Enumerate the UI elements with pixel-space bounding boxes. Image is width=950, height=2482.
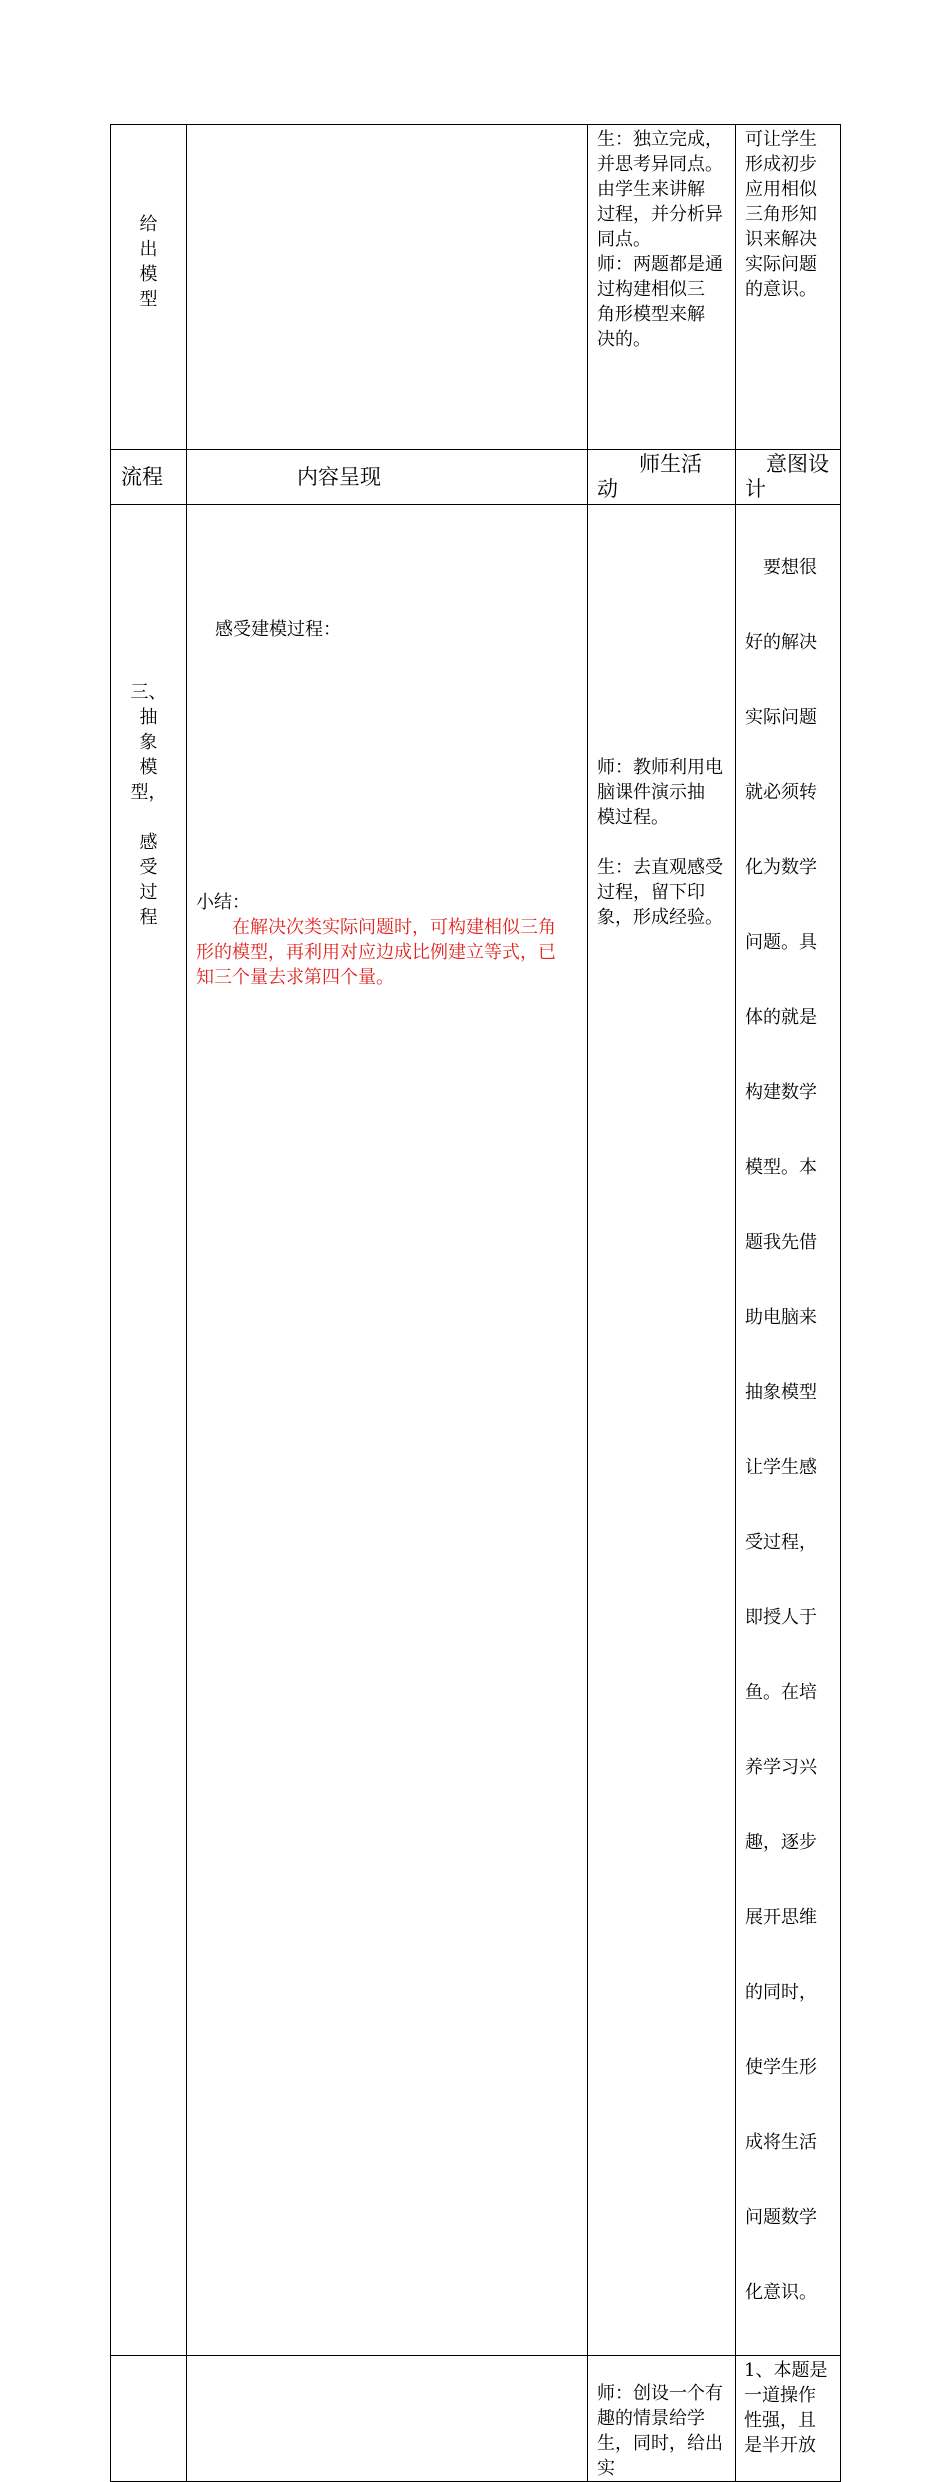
content-intro: 感受建模过程： [215,619,341,640]
stage-char: 型， [130,782,167,803]
intent-line: 的意识。 [745,279,817,300]
intent-line: 体的就是 [745,1007,817,1028]
summary-label: 小结： [196,892,250,913]
activity-line: 决的。 [597,329,651,350]
summary-line: 在解决次类实际问题时，可构建相似三角 [232,917,556,938]
header-process: 流程 [111,450,187,505]
stage-char: 型 [139,289,158,310]
stage-char: 受 [139,857,158,878]
header-row [111,450,841,505]
stage-char: 程 [139,907,158,928]
intent-line: 要想很 [745,557,817,578]
activity-line: 生：独立完成， [597,129,723,150]
intent-line: 性强，且 [744,2410,816,2431]
activity-cell [588,2356,736,2482]
activity-line: 生：去直观感受 [597,857,723,878]
intent-line: 的同时， [745,1982,817,2003]
intent-line: 是半开放 [744,2435,816,2456]
intent-line: 鱼。在培 [745,1682,817,1703]
stage-cell [111,505,187,2356]
intent-line: 成将生活 [745,2132,817,2153]
table-row [111,2356,841,2482]
intent-line: 抽象模型 [745,1382,817,1403]
activity-line: 生，同时，给出实 [597,2433,723,2479]
table-row [111,505,841,2356]
intent-line: 题我先借 [745,1232,817,1253]
summary-text [187,915,587,990]
activity-line: 脑课件演示抽 [597,782,705,803]
activity-line: 并思考异同点。 [597,154,723,175]
table-row [111,125,841,450]
header-activity [588,450,736,505]
activity-line: 趣的情景给学 [597,2408,705,2429]
intent-line: 展开思维 [745,1907,817,1928]
stage-char: 出 [139,239,158,260]
activity-cell [588,125,736,450]
header-intent-line: 计 [745,477,766,501]
intent-cell [736,505,841,2356]
activity-line: 师：两题都是通 [597,254,723,275]
stage-char: 模 [139,264,158,285]
activity-line: 同点。 [597,229,651,250]
intent-cell [736,125,841,450]
activity-cell [588,505,736,2356]
summary-line: 形的模型，再利用对应边成比例建立等式，已 [196,942,556,963]
intent-line: 形成初步 [745,154,817,175]
stage-char: 给 [139,214,158,235]
content-cell [187,505,588,2356]
intent-line: 趣，逐步 [745,1832,817,1853]
intent-line: 化意识。 [745,2282,817,2303]
header-intent [736,450,841,505]
intent-line: 应用相似 [745,179,817,200]
intent-line: 受过程， [745,1532,817,1553]
content-cell [187,2356,588,2482]
activity-line: 过程，并分析异 [597,204,723,225]
activity-line: 过程，留下印 [597,882,705,903]
intent-line: 识来解决 [745,229,817,250]
intent-line: 化为数学 [745,857,817,878]
summary-line: 知三个量去求第四个量。 [196,967,394,988]
header-content: 内容呈现 [187,450,588,505]
stage-char: 感 [139,832,158,853]
content-cell [187,125,588,450]
intent-line: 使学生形 [745,2057,817,2078]
activity-line: 由学生来讲解 [597,179,705,200]
activity-line: 模过程。 [597,807,669,828]
stage-cell [111,125,187,450]
stage-cell [111,2356,187,2482]
intent-line: 实际问题 [745,254,817,275]
activity-line: 角形模型来解 [597,304,705,325]
intent-line: 模型。本 [745,1157,817,1178]
intent-line: 养学习兴 [745,1757,817,1778]
activity-line: 过构建相似三 [597,279,705,300]
lesson-plan-table [110,124,841,2482]
intent-line: 让学生感 [745,1457,817,1478]
intent-line: 实际问题 [745,707,817,728]
intent-line: 即授人于 [745,1607,817,1628]
stage-char: 抽 [139,707,158,728]
activity-line: 师：教师利用电 [597,757,723,778]
activity-gap [597,830,729,855]
activity-line: 师：创设一个有 [597,2383,723,2404]
intent-line: 问题数学 [745,2207,817,2228]
intent-line: 可让学生 [745,129,817,150]
intent-line: 三角形知 [745,204,817,225]
intent-line: 问题。具 [745,932,817,953]
header-intent-line: 意图设 [745,452,829,476]
intent-line: 就必须转 [745,782,817,803]
stage-char: 过 [139,882,158,903]
intent-line: 好的解决 [745,632,817,653]
stage-gap [111,805,186,830]
activity-line: 象，形成经验。 [597,907,723,928]
stage-char: 象 [139,732,158,753]
stage-char: 三、 [130,682,167,703]
intent-line: 1、本题是 [744,2360,828,2381]
intent-line: 助电脑来 [745,1307,817,1328]
intent-line: 构建数学 [745,1082,817,1103]
intent-line: 一道操作 [744,2385,816,2406]
stage-char: 模 [139,757,158,778]
intent-cell [736,2356,841,2482]
header-activity-line: 师生活 [597,452,702,476]
header-activity-line: 动 [597,477,618,501]
